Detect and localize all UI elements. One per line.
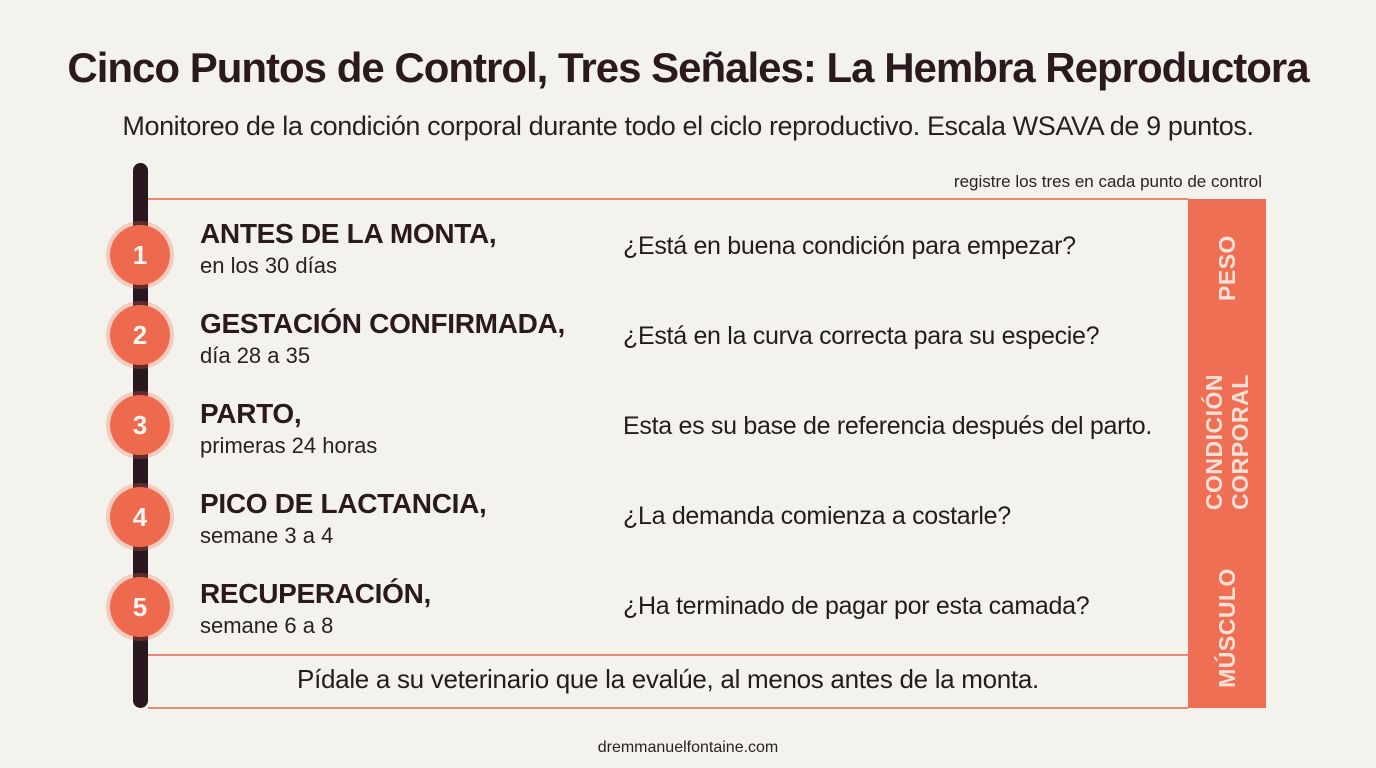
record-note: registre los tres en cada punto de control [953,172,1262,191]
checkpoint-question: Esta es su base de referencia después del parto. [623,412,1152,440]
page-title: Cinco Puntos de Control, Tres Señales: La Hembra Reproductora [67,44,1309,91]
checkpoint-row [0,568,1188,648]
checkpoint-number-badge: 1 [110,225,170,285]
checkpoint-row [0,298,1188,378]
checkpoint-question: ¿La demanda comienza a costarle? [623,502,1011,530]
credit-link[interactable]: dremmanuelfontaine.com [597,739,779,756]
checkpoint-time: semane 6 a 8 [200,613,334,638]
signal-condicion-label [1201,372,1253,512]
signal-condicion-line-2: CORPORAL [1227,374,1253,510]
checkpoint-time: semane 3 a 4 [200,523,334,548]
checkpoint-time: día 28 a 35 [200,343,311,368]
checkpoint-title: GESTACIÓN CONFIRMADA, [200,308,565,339]
checkpoint-row [0,478,1188,558]
signal-peso-label: PESO [1214,235,1240,301]
checkpoint-row [0,388,1188,468]
checkpoint-number-badge: 4 [110,487,170,547]
vet-advice: Pídale a su veterinario que la evalúe, al menos antes de la monta. [297,664,1039,694]
bottom-divider [148,707,1188,709]
checkpoint-number-badge: 3 [110,395,170,455]
checkpoint-time: primeras 24 horas [200,433,378,458]
checkpoint-time: en los 30 días [200,253,337,278]
footer-divider [148,654,1188,656]
checkpoint-title: RECUPERACIÓN, [200,578,432,609]
checkpoint-number-badge: 5 [110,577,170,637]
page-subtitle: Monitoreo de la condición corporal durante todo el ciclo reproductivo. Escala WSAVA de 9 puntos. [122,111,1254,141]
checkpoint-title: ANTES DE LA MONTA, [200,218,497,249]
signal-condicion-line-1: CONDICIÓN [1201,373,1227,511]
checkpoint-question: ¿Ha terminado de pagar por esta camada? [623,592,1090,620]
checkpoint-row [0,208,1188,288]
checkpoint-question: ¿Está en buena condición para empezar? [623,232,1076,260]
checkpoint-title: PARTO, [200,398,302,429]
checkpoint-question: ¿Está en la curva correcta para su especie? [623,322,1100,350]
top-divider [148,198,1188,200]
checkpoint-number-badge: 2 [110,305,170,365]
signal-musculo-label: MÚSCULO [1214,568,1240,688]
checkpoint-title: PICO DE LACTANCIA, [200,488,487,519]
